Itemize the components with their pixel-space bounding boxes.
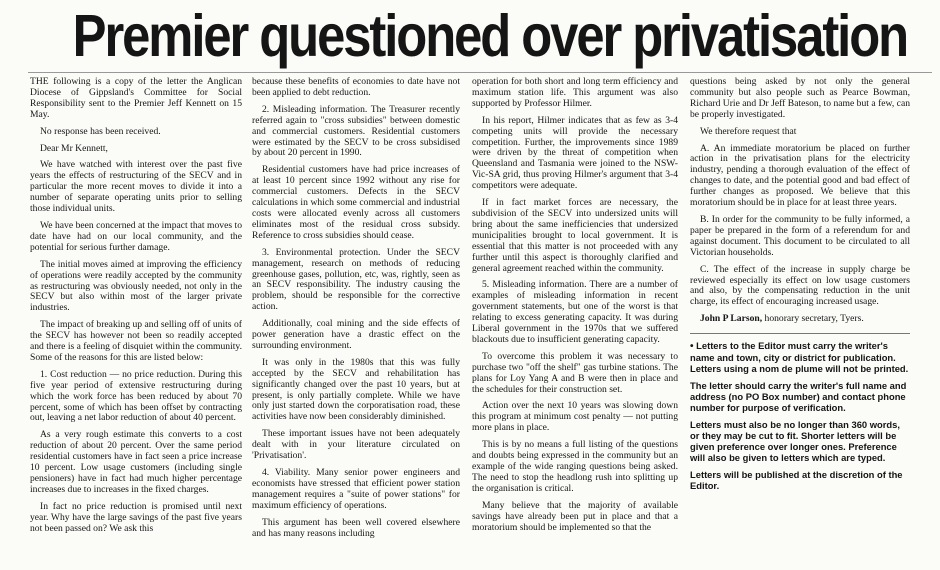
column-1	[30, 77, 242, 565]
headline: Premier questioned over privatisation	[72, 3, 908, 69]
notice-paragraph: The letter should carry the writer's full name and address (no PO Box number) and contact phone number for purpose of verification.	[690, 380, 907, 414]
signature	[690, 314, 910, 325]
paragraph: 3. Environmental protection. Under the SECV management, research on methods of reducing greenhouse gases, pollution, etc, was, rightly, seen as an SECV responsibility. The industry causing the problem, should be responsible for the corrective action.	[252, 246, 460, 313]
paragraph: operation for both short and long term efficiency and maximum station life. This argument was also supported by Professor Hilmer.	[472, 77, 678, 109]
notice-divider	[690, 333, 910, 334]
column-2	[252, 77, 460, 565]
bullet-icon: •	[690, 341, 694, 353]
paragraph: We have watched with interest over the past five years the effects of restructuring of the SECV and in particular the more recent moves to divide it into a number of separate operating units prior to selling those individual units.	[30, 159, 242, 215]
request-c: C. The effect of the increase in supply charge be reviewed especially its effect on low usage customers and also, by the compensating reduction in the unit charge, its effect of encouraging increased usage.	[690, 263, 910, 308]
paragraph: To overcome this problem it was necessary to purchase two "off the shelf" gas turbine stations. The plans for Loy Yang A and B were then in place and the schedules for their construction set.	[472, 350, 678, 395]
paragraph: As a very rough estimate this converts to a cost reduction of about 20 percent. Over the same period residential customers have in fact seen a price increase 10 percent. Low usage customers (including single pensioners) have in fact had much higher percentage increases due to increases in the fixed charges.	[30, 429, 242, 495]
paragraph: 1. Cost reduction — no price reduction. During this five year period of extensive restructuring during which the work force has been reduced by about 70 percent, some of which has been offset by contracting out, leaving a net labor reduction of about 40 percent.	[30, 368, 242, 424]
salutation: Dear Mr Kennett,	[40, 142, 108, 154]
notice-text: Letters to the Editor must carry the writer's name and town, city or district for publication. Letters using a nom de plume will not be printed.	[690, 340, 909, 375]
paragraph: 2. Misleading information. The Treasurer recently referred again to "cross subsidies" between domestic and commercial customers. Residential customers were estimated by the SECV to be cross subsidised by about 20 percent in 1990.	[252, 103, 460, 159]
paragraph: This argument has been well covered elsewhere and has many reasons including	[252, 516, 460, 539]
paragraph: Many believe that the majority of available savings have already been put in place and that a moratorium should be implemented so that the	[472, 499, 678, 533]
paragraph: Residential customers have had price increases of at least 10 percent since 1992 without any rise for commercial customers. Defects in the SECV calculations in which some commercial and industrial costs were allocated evenly across all customers eliminates most of the residual cross subsidy. Reference to cross subsidies should cease.	[252, 164, 460, 241]
paragraph: Action over the next 10 years was slowing down this program at minimum cost penalty — not putting more plans in place.	[472, 400, 678, 434]
signature-title: honorary secretary, Tyers.	[762, 313, 864, 325]
paragraph: These important issues have not been adequately dealt with in your literature circulated on 'Privatisation'.	[252, 428, 460, 462]
letter-intro: THE following is a copy of the letter the Anglican Diocese of Gippsland's Committee for Social Responsibility sent to the Premier Jeff Kennett on 15 May.	[30, 77, 242, 120]
paragraph: Additionally, coal mining and the side effects of power generation have a drastic effect on the surrounding environment.	[252, 318, 460, 351]
paragraph: The initial moves aimed at improving the efficiency of operations were readily accepted by the community as restructuring was obviously needed, not only in the SECV but also within most of the larger private industries.	[30, 258, 242, 314]
paragraph: 4. Viability. Many senior power engineers and economists have stressed that efficient power station management requires a "suite of power stations" for maximum efficiency of operations.	[252, 467, 460, 511]
notice-paragraph: Letters will be published at the discretion of the Editor.	[690, 469, 903, 492]
paragraph: In fact no price reduction is promised until next year. Why have the large savings of the past five years not been passed on? We ask this	[30, 500, 242, 534]
paragraph: The impact of breaking up and selling off of units of the SECV has however not been so readily accepted and there is a feeling of disquiet within the community. Some of the reasons for this are listed below:	[30, 319, 242, 363]
column-4	[690, 77, 910, 565]
paragraph: questions being asked by not only the general community but also people such as Pearce Bowman, Richard Urie and Dr Jeff Bateson, to name but a few, can be properly investigated.	[690, 77, 910, 120]
notice-paragraph: Letters must also be no longer than 360 words, or they may be cut to fit. Shorter letters will be given preference over longer ones. Preference will also be given to letters which are typed.	[690, 419, 900, 464]
paragraph: because these benefits of economies to date have not been applied to debt reduction.	[252, 77, 460, 98]
paragraph: No response has been received.	[40, 125, 161, 137]
paragraph: This is by no means a full listing of the questions and doubts being expressed in the community but an example of the wide ranging questions being asked. The need to stop the headlong rush into splitting up the organisation is critical.	[472, 439, 678, 494]
request-b: B. In order for the community to be fully informed, a paper be prepared in the form of a referendum for and against document. This document to be circulated to all Victorian households.	[690, 213, 910, 258]
letters-notice	[690, 340, 910, 491]
paragraph: It was only in the 1980s that this was fully accepted by the SECV and rehabilitation has significantly changed over the past 10 years, but at present, is only partially complete. While we have only just started down the corporatisation road, these activities have now been considerably diminished.	[252, 356, 460, 423]
paragraph: 5. Misleading information. There are a number of examples of misleading information in recent government statements, but one of the worst is that relating to excess generating capacity. It was during Liberal government in the 1970s that we suffered blackouts due to insufficient generating capacity.	[472, 279, 678, 345]
request-a: A. An immediate moratorium be placed on further action in the privatisation plans for the electricity industry, pending a thorough evaluation of the effect of changes to date, and the potential good and bad effect of further changes as proposed. We believe that this moratorium should be in place for at least three years.	[690, 142, 910, 209]
headline-rule	[28, 72, 932, 73]
notice-paragraph	[690, 340, 910, 374]
signature-name: John P Larson,	[700, 313, 763, 325]
paragraph: We have been concerned at the impact that moves to date have had on our local community, and the potential for serious further damage.	[30, 219, 242, 253]
column-3	[472, 77, 678, 565]
paragraph: In his report, Hilmer indicates that as few as 3-4 competing units will provide the necessary competition. Further, the improvements since 1989 were driven by the threat of competition when Queensland and Tasmania were joined to the NSW-Vic-SA grid, thus proving Hilmer's argument that 3-4 competitors were adequate.	[472, 114, 678, 192]
paragraph: If in fact market forces are necessary, the subdivision of the SECV into undersized units will bring about the same inefficiencies that undersized municipalities brought to local government. It is essential that this matter is not proceeded with any further until this aspect is thoroughly clarified and general agreement reached within the community.	[472, 197, 678, 274]
paragraph: We therefore request that	[700, 125, 797, 137]
